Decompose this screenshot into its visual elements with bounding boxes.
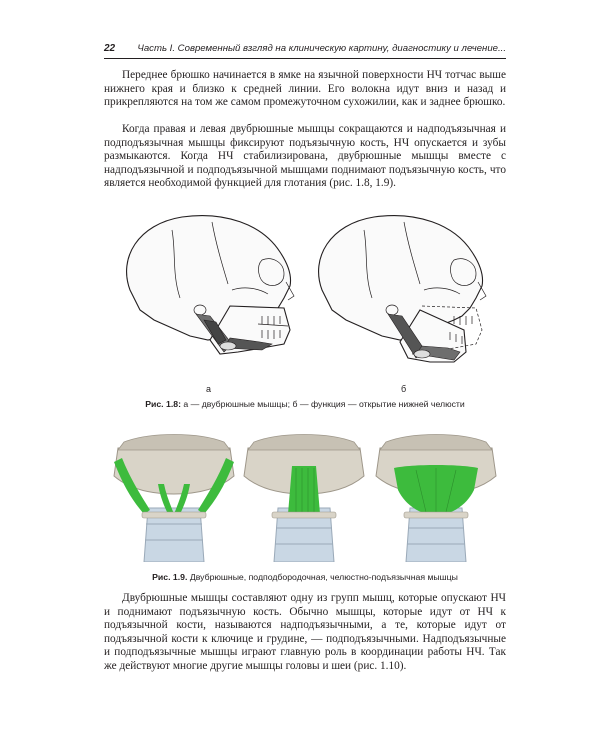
skull-illustration-a: [112, 212, 312, 372]
mandible-mylohyoid-illustration: [372, 428, 500, 562]
running-title: Часть I. Современный взгляд на клиническую картину, диагностику и лечение...: [137, 43, 506, 54]
figure-1-9-caption-text: Двубрюшные, подподбородочная, челюстно-подъязычная мышцы: [187, 572, 458, 582]
figure-1-9-panel-2: [240, 428, 368, 562]
skull-illustration-b: [304, 212, 504, 372]
mandible-geniohyoid-illustration: [240, 428, 368, 562]
figure-1-9-caption-number: Рис. 1.9.: [152, 572, 188, 582]
header-rule: [104, 58, 506, 59]
figure-1-8b-skull: [304, 212, 504, 372]
figure-1-8-label-a: а: [206, 384, 212, 394]
figure-1-8-caption-text: а — двубрюшные мышцы; б — функция — открытие нижней челюсти: [180, 399, 465, 409]
figure-1-8-caption-number: Рис. 1.8:: [145, 399, 181, 409]
figure-1-8a-skull: [112, 212, 312, 372]
figure-1-9-panel-1: [110, 428, 238, 562]
figure-1-8-label-b: б: [401, 384, 407, 394]
page-number: 22: [104, 43, 116, 54]
paragraph-1: Переднее брюшко начинается в ямке на язычной поверхности НЧ тотчас выше нижнего края и близко к средней линии. Его волокна идут вниз и назад и прикрепляются на том же самом промежуточном сухожилии, как и заднее брюшко.: [104, 69, 506, 108]
figure-1-9-caption: [104, 572, 506, 582]
running-header: [104, 43, 506, 57]
figure-1-8-caption: [104, 399, 506, 409]
mandible-digastric-illustration: [110, 428, 238, 562]
paragraph-3: Двубрюшные мышцы составляют одну из групп мышц, которые опускают НЧ и поднимают подъязычную кость. Обычно мышцы, которые идут от НЧ к подъязычной кости, называются надподъязычными, а те, которые идут от подъязычной кости к ключице и грудине, — подподъязычными. Надподъязычные и подподъязычные мышцы играют главную роль в координации работы НЧ. Так же действуют многие другие мышцы головы и шеи (рис. 1.10).: [104, 592, 506, 672]
paragraph-2: Когда правая и левая двубрюшные мышцы сокращаются и надподъязычная и подподъязычная мышцы фиксируют подъязычную кость, НЧ опускается и зубы размыкаются. Когда НЧ стабилизирована, двубрюшные мышцы вместе с надподъязычной и подподъязычной мышцами поднимают подъязычную кость, что является необходимой функцией для глотания (рис. 1.8, 1.9).: [104, 123, 506, 189]
figure-1-9-panel-3: [372, 428, 500, 562]
